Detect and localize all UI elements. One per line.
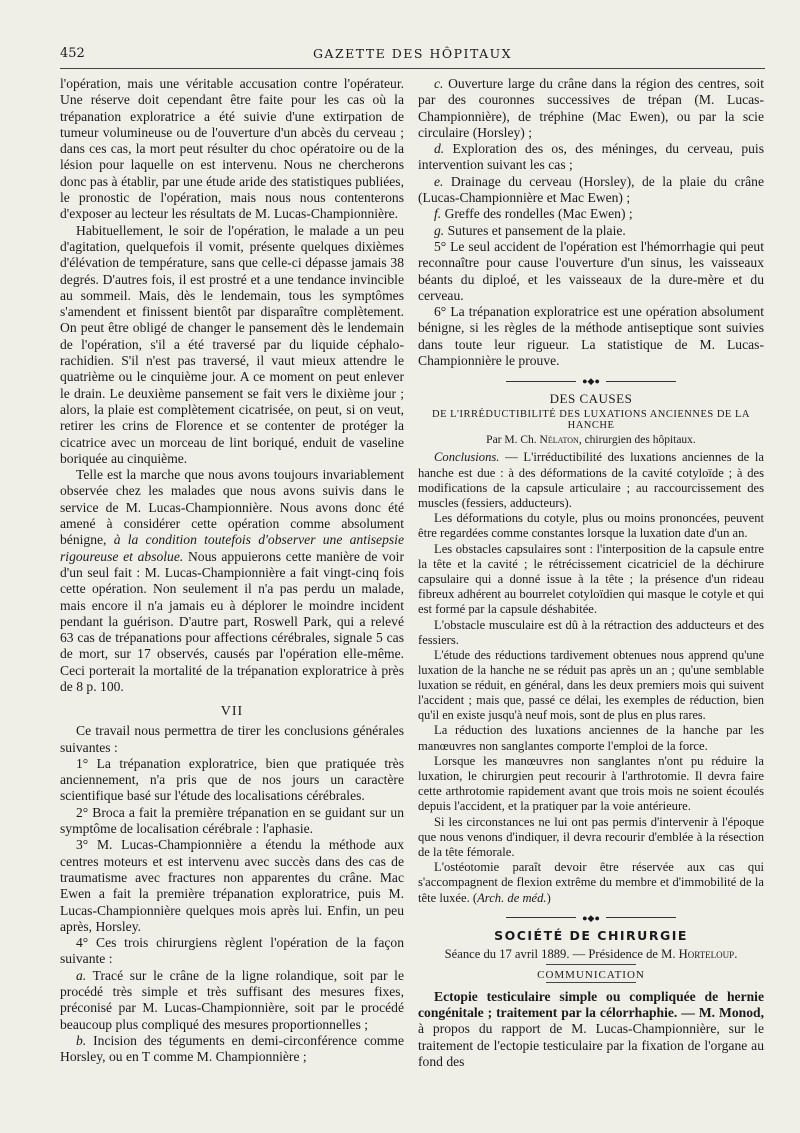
rule — [546, 982, 636, 983]
communication-heading: COMMUNICATION — [537, 968, 645, 981]
paragraph: Ce travail nous permettra de tirer les conclusions générales suivantes : — [60, 723, 404, 755]
procedure-step: c. Ouverture large du crâne dans la région des centres, soit par des couronnes successives de trépan (M. Lucas-Championnière), de tréphine (Mac Ewen), ou par la scie circulaire (Horsley) ; — [418, 76, 764, 140]
paragraph: L'obstacle musculaire est dû à la rétraction des adducteurs et des fessiers. — [418, 617, 764, 647]
article-subtitle: DE L'IRRÉDUCTIBILITÉ DES LUXATIONS ANCIENNES DE LA HANCHE — [432, 409, 750, 432]
section-number: VII — [220, 704, 244, 720]
right-column — [418, 76, 764, 1070]
article-title: DES CAUSES — [549, 391, 633, 407]
procedure-step: g. Sutures et pansement de la plaie. — [434, 222, 626, 238]
procedure-step: b. Incision des téguments en demi-circonférence comme Horsley, ou en T comme M. Championnière ; — [60, 1032, 404, 1065]
section-divider — [418, 914, 764, 922]
society-heading: SOCIÉTÉ DE CHIRURGIE — [494, 927, 688, 943]
procedure-step: f. Greffe des rondelles (Mac Ewen) ; — [434, 206, 633, 222]
conclusion-item: 1° La trépanation exploratrice, bien que pratiquée très anciennement, n'a pris que de nos jours un caractère scientifique basé sur l'étude des localisations cérébrales. — [60, 755, 404, 804]
rule — [546, 964, 636, 965]
paragraph: La réduction des luxations anciennes de la hanche par les manœuvres non sanglantes comporte l'emploi de la force. — [418, 723, 764, 753]
paragraph: Les déformations du cotyle, plus ou moins prononcées, peuvent être regardées comme constantes lorsque la luxation date d'un an. — [418, 511, 764, 541]
conclusion-item: 6° La trépanation exploratrice est une opération absolument bénigne, si les règles de la méthode antiseptique sont suivies dans toute leur rigueur. La statistique de M. Lucas-Championnière le prouve. — [418, 304, 764, 369]
procedure-step: e. Drainage du cerveau (Horsley), de la plaie du crâne (Lucas-Championnière et Mac Ewen) ; — [418, 173, 764, 206]
paragraph: Habituellement, le soir de l'opération, le malade a un peu d'agitation, quelquefois il vomit, présente quelques dixièmes d'élévation de température, sans que celle-ci dépasse jamais 38 degrés. D'autres fois, il est prostré et a une tendance invincible au sommeil. Mais, dès le lendemain, tous les symptômes s'amendent et finissent bientôt par disparaître complètement. On peut être obligé de changer le pansement dès le lendemain de l'opération, s'il a été traversé par du liquide céphalo-rachidien. S'il n'est pas traversé, il vaut mieux attendre le quatrième ou le cinquième jour. A ce moment on peut enlever le drain. Le deuxième pansement se fait vers le dixième jour ; alors, la plaie est complètement cicatrisée, on peut, si on veut, retirer les crins de Florence et se contenter de protéger la cicatrice avec un morceau de lint boriqué, enduit de vaseline boriquée au cinquième. — [60, 222, 404, 466]
conclusion-item: 2° Broca a fait la première trépanation en se guidant sur un symptôme de localisation cérébrale : l'aphasie. — [60, 804, 404, 837]
paragraph: Lorsque les manœuvres non sanglantes n'ont pu réduire la luxation, le chirurgien peut recourir à l'arthrotomie. Il devra faire cette arthrotomie rapidement avant que trois mois ne soient écoulés depuis l'accident, et la pratiquer par la voie antérieure. — [418, 753, 764, 814]
page-number: 452 — [60, 46, 85, 61]
running-title: GAZETTE DES HÔPITAUX — [312, 46, 513, 61]
conclusion-item: 3° M. Lucas-Championnière a étendu la méthode aux centres moteurs et est intervenu avec succès dans des cas de traumatisme avec fractures non apparentes du crâne. Mac Ewen a fait la première trépanation exploratrice, puis M. Lucas-Championnière quelques mois après lui. Enfin, un peu après, Horsley. — [60, 837, 404, 934]
paragraph: Telle est la marche que nous avons toujours invariablement observée chez les malades que nous avons suivis dans le service de M. Lucas-Championnière. Nous avons donc été amené à considérer cette opération comme absolument bénigne, à la condition toutefois d'observer une antisepsie rigoureuse et absolue. Nous appuierons cette manière de voir d'un seul fait : M. Lucas-Championnière a fait vingt-cinq fois cette opération. Non seulement il n'a pas perdu un malade, mais encore il n'a jamais eu à déplorer le moindre incident pendant la guérison. D'autre part, Roswell Park, qui a relevé 63 cas de trépanations pour affections cérébrales, signale 5 cas de mort, sur 17 observés, causés par l'opération elle-même. Ceci porterait la mortalité de la trépanation exploratrice à près de 8 p. 100. — [60, 467, 404, 694]
divider-ornament-icon: ●◆● — [582, 376, 600, 387]
paragraph: L'ostéotomie paraît devoir être réservée aux cas qui s'accompagnent de flexion extrême du membre et d'immobilité de la tête luxée. (Arch. de méd.) — [418, 860, 764, 905]
paragraph: L'étude des réductions tardivement obtenues nous apprend qu'une luxation de la hanche ne se réduit pas après un an ; qu'une semblable luxation se réduit, en général, dans les deux premiers mois qui suivent l'accident ; mais que, passé ce délai, les exemples de réduction, bien qu'il en existe jusqu'à neuf mois, sont de plus en plus rares. — [418, 647, 764, 723]
procedure-step: a. Tracé sur le crâne de la ligne rolandique, soit par le procédé très simple et très suffisant des mesures fixes, préconisé par M. Lucas-Championnière, soit par le procédé beaucoup plus compliqué des mesures proportionnelles ; — [60, 967, 404, 1032]
paragraph: Les obstacles capsulaires sont : l'interposition de la capsule entre la tête et la cavité ; le rétrécissement cicatriciel de la déchirure capsulaire qui a donné issue à la tête ; la présence d'un rideau fibreux adhérent au bourrelet cotyloïdien qui masque le cotyle et qui est formé par la capsule déshabitée. — [418, 541, 764, 617]
divider-ornament-icon: ●◆● — [582, 912, 600, 923]
paragraph: Ectopie testiculaire simple ou compliquée de hernie congénitale ; traitement par la célorrhaphie. — M. Monod, à propos du rapport de M. Lucas-Championnière, sur le traitement de l'ectopie testiculaire par la fixation de l'organe au fond des — [418, 988, 764, 1070]
left-column — [60, 76, 404, 1066]
procedure-step: d. Exploration des os, des méninges, du cerveau, puis intervention suivant les cas ; — [418, 141, 764, 173]
session-line: Séance du 17 avril 1889. — Présidence de M. Horteloup. — [444, 946, 738, 961]
paragraph: l'opération, mais une véritable accusation contre l'opérateur. Une réserve doit cependant être faite pour les cas où la trépanation exploratrice a été suivie d'une extirpation de tumeur volumineuse ou de l'ouverture d'un abcès du cerveau ; dans ces cas, la mort peut résulter du choc opératoire ou de la lésion pour laquelle on est intervenu. Nous ne chercherons donc pas à établir, par une étude aride des statistiques publiées, le pronostic de l'opération, mais nous nous contenterons d'exposer au lecteur les résultats de M. Lucas-Championnière. — [60, 76, 404, 222]
page-header — [60, 46, 765, 69]
conclusion-item: 4° Ces trois chirurgiens règlent l'opération de la façon suivante : — [60, 935, 404, 967]
paragraph: Si les circonstances ne lui ont pas permis d'intervenir à l'époque que nous venons d'indiquer, il devra recourir d'emblée à la résection de la tête fémorale. — [418, 814, 764, 860]
article-byline: Par M. Ch. Nélaton, chirurgien des hôpitaux. — [486, 434, 696, 447]
paragraph: Conclusions. — L'irréductibilité des luxations anciennes de la hanche est due : à des déformations de la cavité cotyloïde ; à des modifications de la capsule articulaire ; au raccourcissement des muscles (fessiers, adducteurs). — [418, 450, 764, 510]
section-divider — [418, 377, 764, 385]
conclusion-item: 5° Le seul accident de l'opération est l'hémorrhagie qui peut reconnaître pour cause l'ouverture d'un sinus, les vaisseaux béants du diploé, et les vaisseaux de la dure-mère et du cerveau. — [418, 238, 764, 303]
